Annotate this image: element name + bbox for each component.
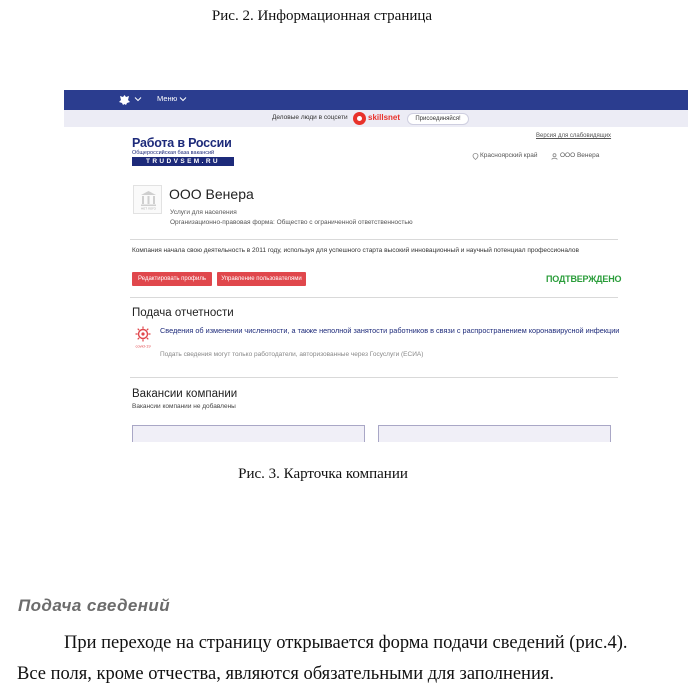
chevron-down-icon[interactable] [134,95,142,103]
figure-2-caption: Рис. 2. Информационная страница [211,8,433,24]
reporting-note: Подать сведения могут только работодатели, авторизованные через Госуслуги (ЕСИА) [160,351,424,358]
manage-users-button[interactable]: Управление пользователями [217,272,306,286]
promo-bar [64,110,688,127]
vacancy-card[interactable] [132,425,365,442]
user-icon [551,153,558,160]
paragraph-line-1: При переходе на страницу открывается форма подачи сведений (рис.4). [64,633,628,653]
low-vision-version-link[interactable]: Версия для слабовидящих [536,133,612,139]
region-selector[interactable]: Красноярский край [480,152,538,159]
site-logo-domain[interactable]: TRUDVSEM.RU [132,157,234,166]
covid-icon-label: covid-19 [135,343,151,349]
company-name: ООО Венера [169,186,254,202]
user-account-menu[interactable]: ООО Венера [560,152,600,159]
join-button[interactable]: Присоединяйся! [407,113,469,125]
vacancies-empty-text: Вакансии компании не добавлены [132,403,236,410]
covid-virus-icon [132,325,154,349]
vacancies-section-title: Вакансии компании [132,388,238,400]
promo-text: Деловые люди в соцсети [272,114,348,121]
menu-button[interactable]: Меню [157,94,178,103]
building-icon [140,190,157,210]
company-card-screenshot [64,90,688,442]
coat-of-arms-icon[interactable] [118,94,131,106]
menu-chevron-icon[interactable] [179,95,187,103]
top-navigation-bar [64,90,688,110]
verified-status-badge: ПОДТВЕРЖДЕНО [546,274,622,284]
skillsnet-brand[interactable]: skillsnet [368,113,401,122]
divider [130,377,618,378]
staff-change-report-link[interactable]: Сведения об изменении численности, а также неполной занятости работников в связи с распространением коронавирусной инфекции [160,326,620,335]
section-heading: Подача сведений [18,596,170,615]
edit-profile-button[interactable]: Редактировать профиль [132,272,212,286]
no-logo-caption: НЕТ ЛОГО [141,206,156,210]
company-description: Компания начала свою деятельность в 2011 году, используя для успешного старта высокий инновационный и научный потенциал профессионалов [132,247,579,254]
company-logo-placeholder [133,185,162,214]
company-services: Услуги для населения [170,209,237,216]
company-org-form: Организационно-правовая форма: Общество с ограниченной ответственностью [170,219,413,226]
figure-3-caption: Рис. 3. Карточка компании [238,466,408,482]
site-logo-title[interactable]: Работа в России [132,136,232,150]
vacancy-card[interactable] [378,425,611,442]
site-logo-subtitle: Общероссийская база вакансий [132,150,215,156]
reporting-section-title: Подача отчетности [132,307,234,319]
skillsnet-logo-icon[interactable] [353,112,366,125]
paragraph-line-2: Все поля, кроме отчества, являются обязательными для заполнения. [17,664,554,684]
divider [130,239,618,240]
divider [130,297,618,298]
location-pin-icon [472,153,479,160]
